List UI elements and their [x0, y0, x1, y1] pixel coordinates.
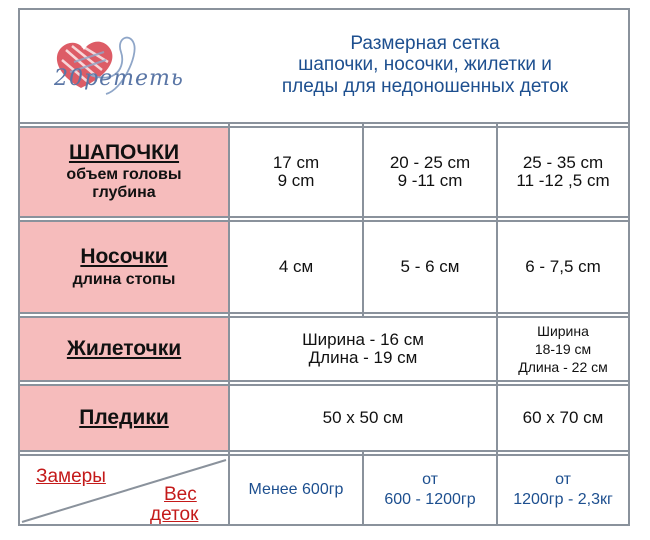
hats-col1-line2: 9 cm [277, 171, 315, 190]
weight-col3-line1: от [555, 471, 571, 488]
grid-line [18, 450, 630, 452]
socks-name: Носочки [80, 244, 168, 268]
vests-col12 [230, 318, 496, 380]
title-line-3: пледы для недоношенных деток [281, 75, 569, 97]
hats-col2-line1: 20 - 25 cm [389, 153, 471, 173]
grid-line [18, 216, 630, 218]
blankets-col3 [498, 386, 628, 450]
hats-col3-line2: 11 -12 ,5 cm [516, 171, 610, 190]
weight-label-2: деток [150, 504, 199, 525]
weight-col1-value: Менее 600гр [248, 481, 344, 498]
measures-label: Замеры [36, 466, 106, 487]
socks-label [20, 222, 228, 312]
logo-text: 20рететь [54, 66, 184, 91]
grid-line [18, 122, 630, 124]
blankets-col12-value: 50 х 50 см [322, 408, 404, 428]
socks-col2-value: 5 - 6 см [400, 257, 460, 277]
blankets-label [20, 386, 228, 450]
hats-col3 [498, 128, 628, 216]
socks-col2 [364, 222, 496, 312]
socks-col3-value: 6 - 7,5 cm [525, 257, 601, 277]
socks-col1 [230, 222, 362, 312]
weight-col2-line2: 600 - 1200гр [384, 491, 476, 508]
weight-col2-line1: от [422, 471, 438, 488]
vests-col12-line1: Ширина - 16 см [302, 330, 424, 350]
vests-col3-line1: Ширина [537, 322, 589, 339]
blankets-col3-value: 60 х 70 см [522, 408, 604, 428]
hats-sub-depth: глубина [92, 184, 156, 202]
hats-sub-head-circumference: объем головы [66, 166, 182, 184]
hats-col2-line2: 9 -11 cm [397, 171, 463, 190]
weight-col2 [364, 456, 496, 524]
hats-col3-line1: 25 - 35 cm [522, 153, 604, 173]
grid-line [18, 312, 630, 314]
hats-label [20, 128, 228, 216]
vests-col3-line2: 18-19 см [534, 340, 592, 357]
socks-col1-value: 4 см [278, 257, 314, 277]
vests-col3-line3: Длина - 22 см [518, 359, 608, 376]
hats-col1-line1: 17 cm [272, 153, 320, 173]
hats-col1 [230, 128, 362, 216]
vests-col3 [498, 318, 628, 380]
weight-col3 [498, 456, 628, 524]
title-line-1: Размерная сетка [350, 33, 500, 55]
socks-col3 [498, 222, 628, 312]
grid-line [18, 380, 630, 382]
hats-name: ШАПОЧКИ [68, 141, 180, 165]
page-title [240, 30, 610, 100]
vests-col12-line2: Длина - 19 см [308, 348, 418, 367]
weight-col1 [230, 456, 362, 524]
weight-label-1: Вес [164, 484, 197, 505]
weight-col3-line2: 1200гр - 2,3кг [513, 491, 613, 508]
title-line-2: шапочки, носочки, жилетки и [298, 54, 552, 76]
vests-label [20, 318, 228, 380]
socks-sub-foot-length: длина стопы [72, 270, 176, 288]
vests-name: Жилеточки [66, 336, 182, 360]
blankets-name: Пледики [79, 405, 169, 429]
hats-col2 [364, 128, 496, 216]
blankets-col12 [230, 386, 496, 450]
